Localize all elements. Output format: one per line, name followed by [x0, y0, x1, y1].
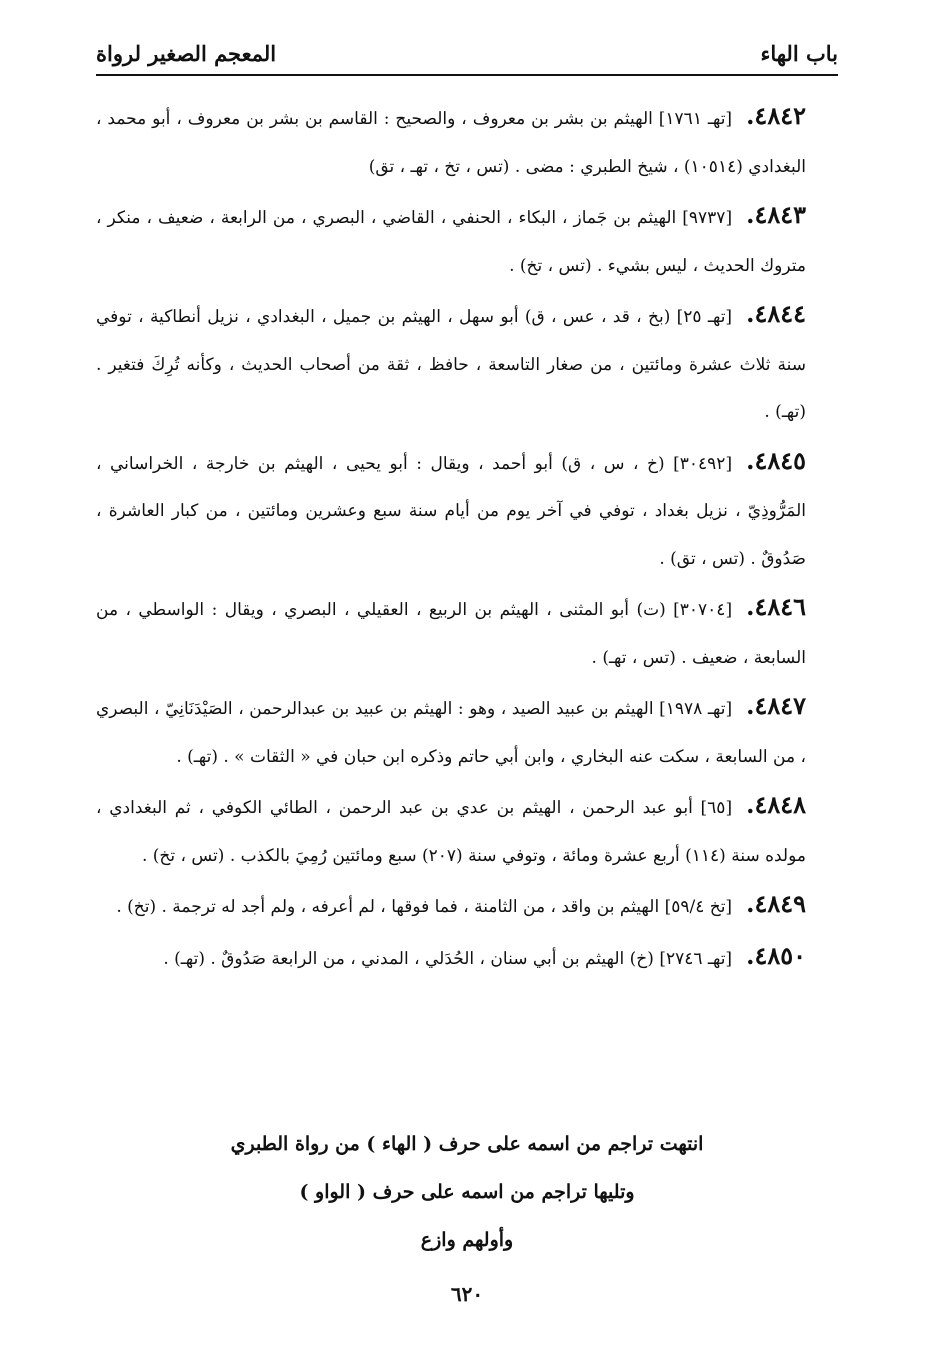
entry-4843 — [96, 191, 806, 290]
entry-number: ٤٨٥٠. — [746, 940, 806, 970]
entry-number: ٤٨٤٣. — [746, 200, 806, 229]
entry-number: ٤٨٤٦. — [746, 592, 806, 621]
entry-4849 — [96, 880, 806, 932]
entry-text: [تخ ٥٩/٤] الهيثم بن واقد ، من الثامنة ، فما فوقها ، لم أعرفه ، ولم أجد له ترجمة . (تخ) . — [116, 897, 733, 917]
entry-number: ٤٨٤٩. — [746, 889, 806, 918]
entry-4845 — [96, 437, 806, 584]
entry-text: [٦٥] أبو عبد الرحمن ، الهيثم بن عدي بن عبد الرحمن ، الطائي الكوفي ، ثم البغدادي ، مولده سنة (١١٤) أربع عشرة ومائة ، وتوفي سنة (٢٠٧) سبع ومائتين رُمِيَ بالكذب . (تس ، تخ) . — [96, 798, 806, 866]
entry-text: [تهـ ٢٧٤٦] (خ) الهيثم بن أبي سنان ، الحُدَلي ، المدني ، من الرابعة صَدُوقٌ . (تهـ) . — [163, 948, 733, 969]
entry-number: ٤٨٤٤. — [746, 299, 806, 328]
page-number: ٦٢٠ — [450, 1282, 484, 1306]
closing-note — [96, 1120, 838, 1264]
entry-text: [تهـ ١٧٦١] الهيثم بن بشر بن معروف ، والصحيح : القاسم بن بشر بن معروف ، أبو محمد ، البغدادي (١٠٥١٤) ، شيخ الطبري : مضى . (تس ، تخ ، تهـ ، تق) — [96, 109, 806, 177]
entry-4847 — [96, 682, 806, 781]
entry-text: [تهـ ١٩٧٨] الهيثم بن عبيد الصيد ، وهو : الهيثم بن عبيد بن عبدالرحمن ، الصَيْدَنَانِيّ ، البصري ، من السابعة ، سكت عنه البخاري ، وابن أبي حاتم وذكره ابن حبان في « الثقات » . (تهـ) . — [96, 699, 806, 767]
closing-line-3: وأولهم وازع — [420, 1229, 514, 1251]
header-left-title: المعجم الصغير لرواة — [96, 41, 277, 66]
entry-number: ٤٨٤٧. — [746, 691, 806, 720]
entry-text: [٩٧٣٧] الهيثم بن جَماز ، البكاء ، الحنفي ، القاضي ، البصري ، من الرابعة ، ضعيف ، منكر ، متروك الحديث ، ليس بشيء . (تس ، تخ) . — [96, 208, 806, 276]
entries-list — [96, 92, 806, 983]
header-right-title: باب الهاء — [760, 41, 838, 66]
entry-4850 — [96, 932, 806, 984]
entry-4846 — [96, 583, 806, 682]
entry-text: [تهـ ٢٥] (بخ ، قد ، عس ، ق) أبو سهل ، الهيثم بن جميل ، البغدادي ، نزيل أنطاكية ، توفي سنة ثلاث عشرة ومائتين ، من صغار التاسعة ، حافظ ، ثقة من أصحاب الحديث ، وكأنه تُرِكَ فتغير . (تهـ) . — [96, 307, 806, 422]
entry-4848 — [96, 781, 806, 880]
entry-text: [٣٠٧٠٤] (ت) أبو المثنى ، الهيثم بن الربيع ، العقيلي ، البصري ، ويقال : الواسطي ، من السابعة ، ضعيف . (تس ، تهـ) . — [96, 600, 806, 668]
entry-4842 — [96, 92, 806, 191]
entry-4844 — [96, 290, 806, 437]
entry-number: ٤٨٤٢. — [746, 101, 806, 130]
entry-number: ٤٨٤٥. — [746, 445, 806, 475]
closing-line-1: انتهت تراجم من اسمه على حرف ( الهاء ) من رواة الطبري — [230, 1133, 704, 1155]
entry-number: ٤٨٤٨. — [746, 790, 806, 819]
entry-text: [٣٠٤٩٢] (خ ، س ، ق) أبو أحمد ، ويقال : أبو يحيى ، الهيثم بن خارجة ، الخراساني ، المَرُّوذِيّ ، نزيل بغداد ، توفي في آخر يوم من أيام سنة سبع وعشرين ومائتين ، من كبار العاشرة ، صَدُوقٌ . (تس ، تق) . — [96, 453, 806, 569]
closing-line-2: وتليها تراجم من اسمه على حرف ( الواو ) — [299, 1181, 635, 1203]
page-header — [96, 26, 838, 76]
